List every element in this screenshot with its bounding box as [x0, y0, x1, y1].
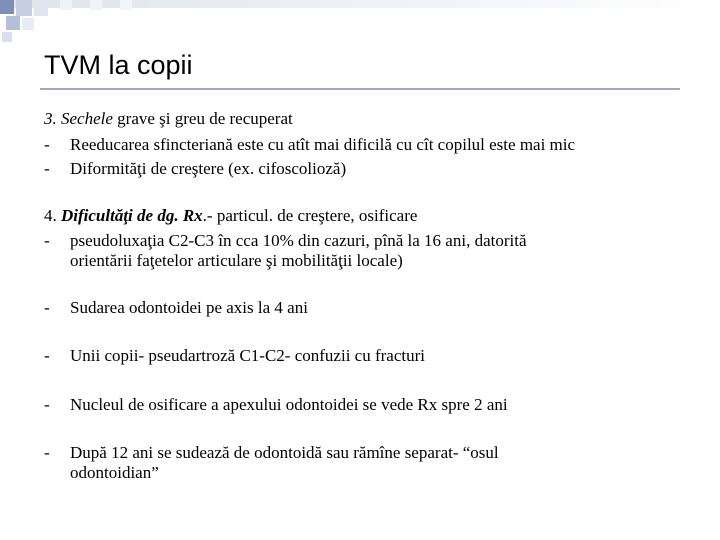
- bullet-dash: -: [44, 443, 50, 462]
- section-4-heading: [44, 205, 417, 227]
- section-4-title-bold-italic: Dificultăţi de dg. Rx: [61, 206, 203, 225]
- section-3-title-rest: grave şi greu de recuperat: [112, 109, 293, 128]
- section-4-item-1-line-2: orientării faţetelor articulare şi mobilităţii locale): [70, 251, 403, 270]
- section-3-item-1: Reeducarea sfincteriană este cu atît mai dificilă cu cît copilul este mai mic: [70, 135, 576, 154]
- section-4-item-3: Unii copii- pseudartroză C1-C2- confuzii cu fracturi: [70, 346, 425, 365]
- section-4-item-5-line-1: După 12 ani se sudează de odontoidă sau rămîne separat- “osul: [70, 443, 499, 462]
- section-3-title-italic: Sechele: [61, 109, 113, 128]
- bullet-dash: -: [44, 395, 50, 414]
- section-4-item-2: Sudarea odontoidei pe axis la 4 ani: [70, 298, 308, 317]
- decorative-squares: [0, 0, 720, 48]
- section-4-item-5-line-2: odontoidian”: [70, 463, 159, 482]
- section-4-item-1-line-1: pseudoluxaţia C2-C3 în cca 10% din cazuri, pînă la 16 ani, datorită: [70, 231, 527, 250]
- section-4-number: 4.: [44, 206, 61, 225]
- bullet-dash: -: [44, 346, 50, 365]
- bullet-dash: -: [44, 135, 50, 154]
- section-3-item-2: Diformităţi de creştere (ex. cifoscolioză): [70, 159, 347, 178]
- section-4-item-4: Nucleul de osificare a apexului odontoidei se vede Rx spre 2 ani: [70, 395, 508, 414]
- bullet-dash: -: [44, 231, 50, 250]
- section-3-number: 3.: [44, 109, 61, 128]
- section-4-title-rest: .- particul. de creştere, osificare: [202, 206, 418, 225]
- section-3-heading: [44, 108, 293, 130]
- slide-title: TVM la copii: [44, 50, 193, 80]
- bullet-dash: -: [44, 298, 50, 317]
- bullet-dash: -: [44, 159, 50, 178]
- title-underline: [40, 88, 680, 90]
